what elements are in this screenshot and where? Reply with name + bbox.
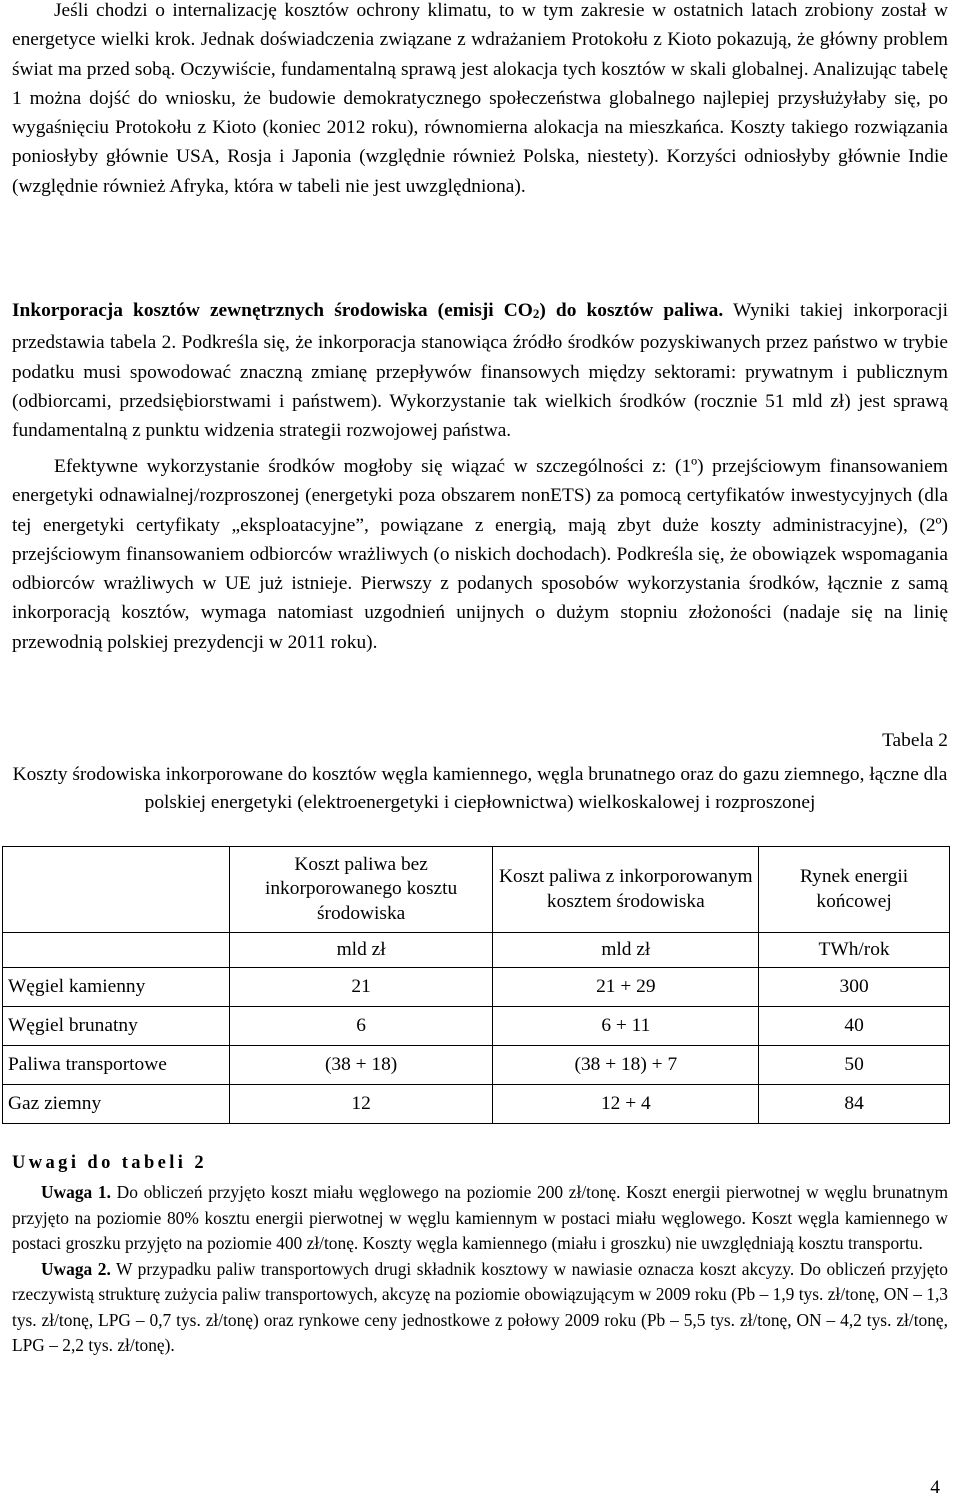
table-cell: 21 + 29	[493, 968, 759, 1007]
page-number: 4	[930, 1477, 940, 1498]
table-row	[3, 1007, 950, 1046]
table-cell: 40	[759, 1007, 950, 1046]
table-cell: 300	[759, 968, 950, 1007]
note-1	[12, 1180, 948, 1257]
table-row	[3, 1046, 950, 1085]
unit-cell: TWh/rok	[759, 933, 950, 968]
notes-section	[12, 1180, 948, 1359]
row-label: Węgiel brunatny	[3, 1007, 230, 1046]
row-label: Paliwa transportowe	[3, 1046, 230, 1085]
row-label: Węgiel kamienny	[3, 968, 230, 1007]
table-cell: 12	[229, 1085, 493, 1124]
table-cell: 6 + 11	[493, 1007, 759, 1046]
paragraph-internalization: Jeśli chodzi o internalizację kosztów ochrony klimatu, to w tym zakresie w ostatnich latach zrobiony został w energetyce wielki krok. Jednak doświadczenia związane z wdrażaniem Protokołu z Kioto pokazują, że główny problem świat ma przed sobą. Oczywiście, fundamentalną sprawą jest alokacja tych kosztów w skali globalnej. Analizując tabelę 1 można dojść do wniosku, że budowie demokratycznego społeczeństwa globalnego najlepiej przysłużyłaby się, po wygaśnięciu Protokołu z Kioto (koniec 2012 roku), równomierna alokacja na mieszkańca. Koszty takiego rozwiązania poniosłyby głównie USA, Rosja i Japonia (względnie również Polska, niestety). Korzyści odniosłyby głównie Indie (względnie również Afryka, która w tabeli nie jest uwzględniona).	[12, 0, 948, 197]
table-unit-row	[3, 933, 950, 968]
note-1-label: Uwaga 1.	[41, 1182, 111, 1202]
table-header-row	[3, 847, 950, 933]
table-cell: 12 + 4	[493, 1085, 759, 1124]
row-label: Gaz ziemny	[3, 1085, 230, 1124]
unit-cell	[3, 933, 230, 968]
unit-cell: mld zł	[493, 933, 759, 968]
table-cell: (38 + 18)	[229, 1046, 493, 1085]
table-cell: 50	[759, 1046, 950, 1085]
costs-table	[2, 846, 950, 1124]
note-2	[12, 1257, 948, 1359]
paragraph-incorporation: Inkorporacja kosztów zewnętrznych środowiska (emisji $CO_2$) do kosztów paliwa. Wyniki takiej inkorporacji przedstawia tabela 2. Podkreśla się, że inkorporacja stanowiąca źródło środków pozyskiwanych przez państwo w trybie podatku musi spowodować znaczną zmianę przepływów finansowych między sektorami: prywatnym i publicznym (odbiorcami, przedsiębiorstwami i państwem). Wykorzystanie tak wielkich środków (rocznie 51 mld zł) jest sprawą fundamentalną z punktu widzenia strategii rozwojowej państwa.	[12, 300, 948, 442]
header-cell: Koszt paliwa bez inkorporowanego kosztu środowiska	[229, 847, 493, 933]
table-row	[3, 1085, 950, 1124]
header-cell: Koszt paliwa z inkorporowanym kosztem środowiska	[493, 847, 759, 933]
table-row	[3, 968, 950, 1007]
unit-cell: mld zł	[229, 933, 493, 968]
table-cell: 6	[229, 1007, 493, 1046]
table-label: Tabela 2	[882, 730, 948, 751]
paragraph-effective-use: Efektywne wykorzystanie środków mogłoby się wiązać w szczególności z: (1º) przejściowym finansowaniem energetyki odnawialnej/rozproszonej (energetyki poza obszarem nonETS) za pomocą certyfikatów inwestycyjnych (dla tej energetyki certyfikaty „eksploatacyjne”, powiązane z energią, mają zbyt duże koszty administracyjne), (2º) przejściowym finansowaniem odbiorców wrażliwych (o niskich dochodach). Podkreśla się, że obowiązek wspomagania odbiorców wrażliwych w UE już istnieje. Pierwszy z podanych sposobów wykorzystania środków, łącznie z samą inkorporacją kosztów, wymaga natomiast uzgodnień unijnych o dużym stopniu złożoności (nadaje się na linię przewodnią polskiej prezydencji w 2011 roku).	[12, 456, 948, 653]
header-cell: Rynek energii końcowej	[759, 847, 950, 933]
notes-heading: Uwagi do tabeli 2	[12, 1153, 208, 1173]
table-cell: 84	[759, 1085, 950, 1124]
table-cell: 21	[229, 968, 493, 1007]
table-caption: Koszty środowiska inkorporowane do kosztów węgla kamiennego, węgla brunatnego oraz do gazu ziemnego, łączne dla polskiej energetyki (elektroenergetyki i ciepłownictwa) wielkoskalowej i rozproszonej	[12, 764, 948, 813]
note-2-text: W przypadku paliw transportowych drugi składnik kosztowy w nawiasie oznacza koszt akcyzy. Do obliczeń przyjęto rzeczywistą strukturę zużycia paliw transportowych, akcyzę na poziomie obowiązującym w 2009 roku (Pb – 1,9 tys. zł/tonę, ON – 1,3 tys. zł/tonę, LPG – 0,7 tys. zł/tonę) oraz rynkowe ceny jednostkowe z połowy 2009 roku (Pb – 5,5 tys. zł/tonę, ON – 4,2 tys. zł/tonę, LPG – 2,2 tys. zł/tonę).	[12, 1258, 948, 1355]
table-cell: (38 + 18) + 7	[493, 1046, 759, 1085]
paragraph-heading: Inkorporacja kosztów zewnętrznych środowiska (emisji $CO_2$) do kosztów paliwa.	[12, 300, 724, 321]
header-cell	[3, 847, 230, 933]
note-1-text: Do obliczeń przyjęto koszt miału węglowego na poziomie 200 zł/tonę. Koszt energii pierwotnej w węglu brunatnym przyjęto na poziomie 80% kosztu energii pierwotnej w węglu kamiennym w postaci miału węglowego. Koszt węgla kamiennego w postaci groszku przyjęto na poziomie 400 zł/tonę. Koszty węgla kamiennego (miału i groszku) nie uwzględniają kosztu transportu.	[12, 1182, 948, 1253]
note-2-label: Uwaga 2.	[41, 1258, 111, 1279]
